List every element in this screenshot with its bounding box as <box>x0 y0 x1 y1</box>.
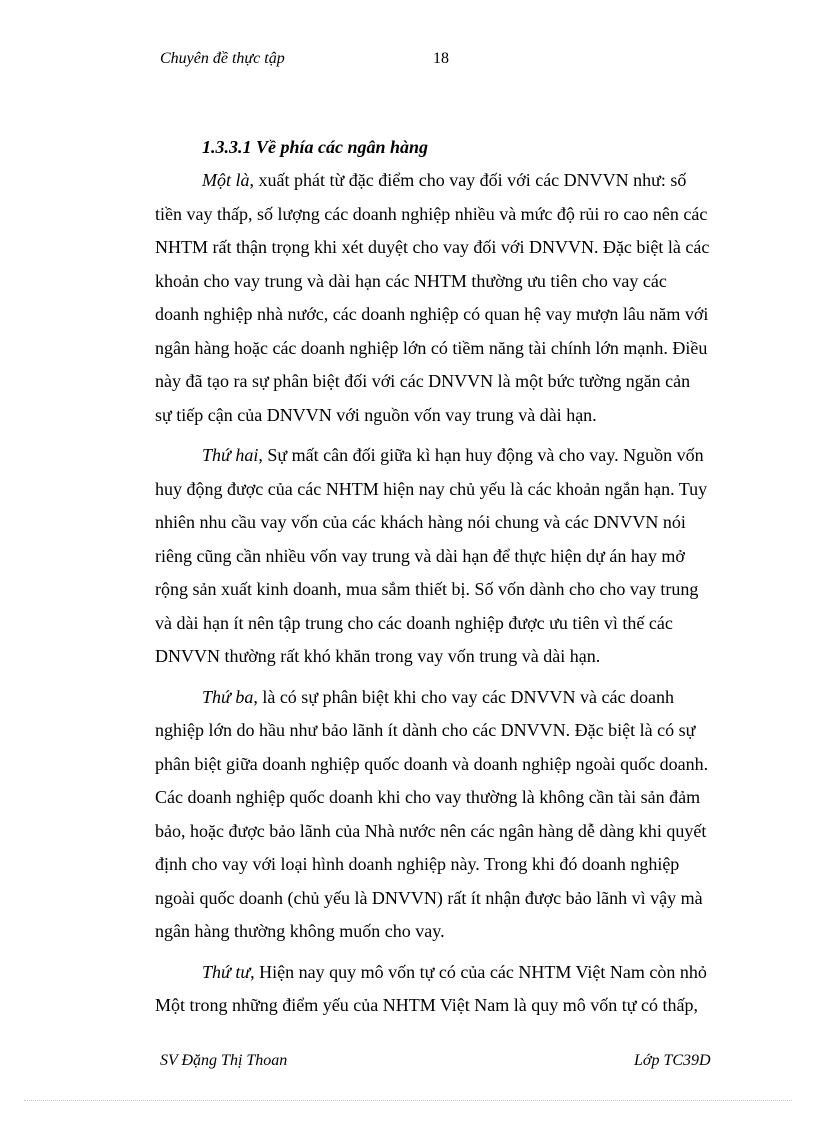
text-line: này đã tạo ra sự phân biệt đối với các DNVVN là một bức tường ngăn cản <box>155 371 691 391</box>
text-line: bảo, hoặc được bảo lãnh của Nhà nước nên các ngân hàng dễ dàng khi quyết <box>155 820 707 841</box>
text-line: tiền vay thấp, số lượng các doanh nghiệp nhiều và mức độ rủi ro cao nên các <box>155 203 708 224</box>
header-title: Chuyên đề thực tập <box>160 50 285 67</box>
text-line: doanh nghiệp nhà nước, các doanh nghiệp có quan hệ vay mượn lâu năm với <box>155 304 709 324</box>
section-heading: 1.3.3.1 Về phía các ngân hàng <box>202 137 429 157</box>
page-bottom-divider <box>24 1100 792 1101</box>
paragraph-lead: Thứ tư <box>202 961 251 982</box>
text-line: , xuất phát từ đặc điểm cho vay đối với các DNVVN như: số <box>249 170 687 190</box>
document-body <box>155 130 730 1030</box>
text-line: và dài hạn ít nên tập trung cho các doanh nghiệp được ưu tiên vì thế các <box>155 612 673 633</box>
page-number: 18 <box>433 50 449 67</box>
text-line: huy động được của các NHTM hiện nay chủ yếu là các khoản ngắn hạn. Tuy <box>155 478 708 499</box>
text-line: , Sự mất cân đối giữa kì hạn huy động và cho vay. Nguồn vốn <box>258 445 704 465</box>
paragraph-thu-ba <box>155 681 730 949</box>
text-line: riêng cũng cần nhiều vốn vay trung và dài hạn để thực hiện dự án hay mở <box>155 545 685 566</box>
text-line: DNVVN thường rất khó khăn trong vay vốn trung và dài hạn. <box>155 646 601 666</box>
paragraph-mot-la <box>155 164 730 432</box>
paragraph-lead: Một là <box>202 170 250 190</box>
text-line: sự tiếp cận của DNVVN với nguồn vốn vay trung và dài hạn. <box>155 404 597 425</box>
text-line: nhiên nhu cầu vay vốn của các khách hàng nói chung và các DNVVN nói <box>155 512 686 532</box>
paragraph-thu-hai <box>155 439 730 674</box>
text-line: , Hiện nay quy mô vốn tự có của các NHTM Việt Nam còn nhỏ <box>250 961 707 982</box>
text-line: phân biệt giữa doanh nghiệp quốc doanh và doanh nghiệp ngoài quốc doanh. <box>155 753 709 774</box>
text-line: , là có sự phân biệt khi cho vay các DNVVN và các doanh <box>253 686 674 707</box>
paragraph-thu-tu <box>155 956 730 1023</box>
text-line: nghiệp lớn do hầu như bảo lãnh ít dành cho các DNVVN. Đặc biệt là có sự <box>155 720 696 740</box>
footer-class: Lớp TC39D <box>634 1052 711 1069</box>
text-line: ngân hàng hoặc các doanh nghiệp lớn có tiềm năng tài chính lớn mạnh. Điều <box>155 337 708 358</box>
footer-author: SV Đặng Thị Thoan <box>160 1052 288 1069</box>
text-line: ngân hàng thường không muốn cho vay. <box>155 921 445 941</box>
paragraph-lead: Thứ hai <box>202 445 259 465</box>
text-line: khoản cho vay trung và dài hạn các NHTM thường ưu tiên cho vay các <box>155 270 667 291</box>
text-line: Các doanh nghiệp quốc doanh khi cho vay thường là không cần tài sản đảm <box>155 787 701 807</box>
text-line: NHTM rất thận trọng khi xét duyệt cho vay đối với DNVVN. Đặc biệt là các <box>155 237 710 257</box>
text-line: rộng sản xuất kinh doanh, mua sắm thiết bị. Số vốn dành cho cho vay trung <box>155 579 699 599</box>
paragraph-lead: Thứ ba <box>202 686 254 707</box>
text-line: ngoài quốc doanh (chủ yếu là DNVVN) rất ít nhận được bảo lãnh vì vậy mà <box>155 887 703 908</box>
text-line: Một trong những điểm yếu của NHTM Việt Nam là quy mô vốn tự có thấp, <box>155 995 699 1015</box>
text-line: định cho vay với loại hình doanh nghiệp này. Trong khi đó doanh nghiệp <box>155 854 680 874</box>
